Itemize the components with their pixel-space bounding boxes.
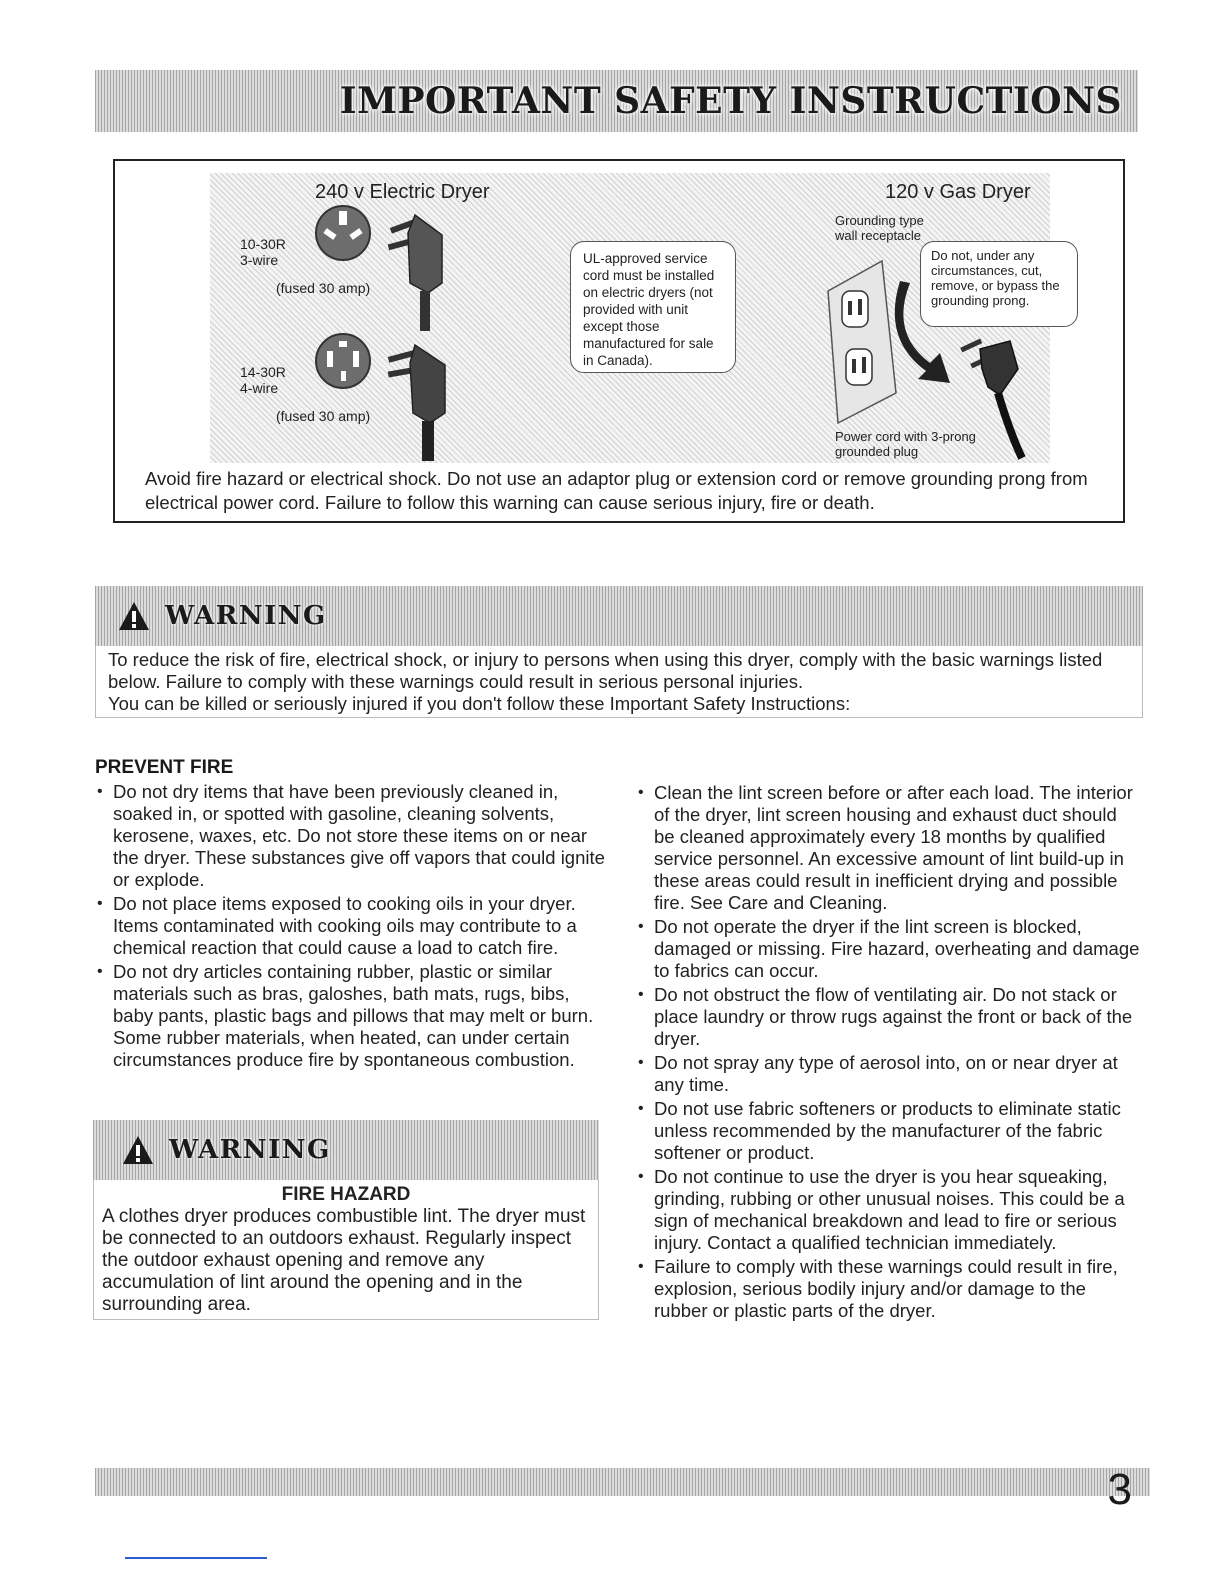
plug2-wire: 4-wire (240, 380, 279, 396)
cord-warning-text: Avoid fire hazard or electrical shock. Do not use an adaptor plug or extension cord or remove grounding prong from electrical power cord. Failure to follow this warning can cause serious injury, fire or death. (145, 468, 1088, 513)
main-warning-banner (95, 586, 1143, 646)
plug-diagram (210, 173, 1060, 463)
list-item: • Do not spray any type of aerosol into, on or near dryer at any time. (636, 1052, 1142, 1096)
right-warnings-list (636, 782, 1142, 1322)
fire-warning-label: WARNING (169, 1135, 331, 1165)
gas-dryer-title: 120 v Gas Dryer (885, 181, 1031, 203)
fire-warning-body (93, 1180, 599, 1320)
fire-warning-banner (93, 1120, 599, 1180)
receptacle-label: Grounding type wall receptacle (835, 213, 924, 243)
list-item: • Clean the lint screen before or after each load. The interior of the dryer, lint screen housing and exhaust duct should be cleaned approximately every 18 months by qualified service personnel. An excessive amount of lint build-up in these areas could result in inefficient drying and possible fire. See Care and Cleaning. (636, 782, 1142, 914)
plug1-type: 10-30R (240, 236, 286, 252)
wall-receptacle-icon (828, 261, 896, 423)
warning-triangle-icon (121, 1134, 155, 1166)
prevent-fire-list (95, 781, 605, 1071)
fire-hazard-heading: FIRE HAZARD (281, 1184, 411, 1205)
electric-dryer-title: 240 v Electric Dryer (315, 181, 490, 203)
bottom-accent-line (125, 1557, 267, 1559)
right-warnings-section (636, 782, 1142, 1324)
fire-hazard-text: A clothes dryer produces combustible lint. The dryer must be connected to an outdoors exhaust. Regularly inspect the outdoor exhaust opening and remove any accumulation of lint around the opening and in the surrounding area. (102, 1206, 586, 1315)
warning-label: WARNING (165, 601, 327, 631)
list-item: • Do not continue to use the dryer is you hear squeaking, grinding, rubbing or other unusual noises. This could be a sign of mechanical breakdown and lead to fire or serious injury. Contact a qualified technician immediately. (636, 1166, 1142, 1254)
grounding-prong-callout: Do not, under any circumstances, cut, remove, or bypass the grounding prong. (920, 241, 1078, 327)
list-item: • Failure to comply with these warnings could result in fire, explosion, serious bodily injury and/or damage to the rubber or plastic parts of the dryer. (636, 1256, 1142, 1322)
prevent-fire-heading: PREVENT FIRE (95, 757, 234, 778)
list-item: • Do not obstruct the flow of ventilating air. Do not stack or place laundry or throw rugs against the front or back of the dryer. (636, 984, 1142, 1050)
list-item: • Do not dry items that have been previously cleaned in, soaked in, or spotted with gasoline, cleaning solvents, kerosene, waxes, etc. Do not store these items on or near the dryer. These substances give off vapors that could ignite or explode. (95, 781, 605, 891)
4-prong-dryer-plug-icon (388, 345, 445, 461)
power-cord-diagram-box (113, 159, 1125, 523)
warning-triangle-icon (117, 600, 151, 632)
main-warning-line1: To reduce the risk of fire, electrical shock, or injury to persons when using this dryer, comply with the basic warnings listed below. Failure to comply with these warnings could result in serious personal injuries. (108, 649, 1103, 692)
list-item: • Do not operate the dryer if the lint screen is blocked, damaged or missing. Fire hazard, overheating and damage to fabrics can occur. (636, 916, 1142, 982)
footer-bar (95, 1468, 1150, 1496)
page-number: 3 (1107, 1465, 1132, 1514)
14-30r-receptacle-icon (316, 334, 370, 388)
3-prong-dryer-plug-icon (388, 215, 442, 331)
prevent-fire-section (95, 757, 605, 1073)
list-item: • Do not place items exposed to cooking oils in your dryer. Items contaminated with cooking oils may contribute to a chemical reaction that could cause a load to catch fire. (95, 893, 605, 959)
10-30r-receptacle-icon (316, 206, 370, 260)
main-warning-body (95, 646, 1143, 718)
main-warning-line2: You can be killed or seriously injured if you don't follow these Important Safety Instructions: (108, 693, 851, 714)
page-title: IMPORTANT SAFETY INSTRUCTIONS (339, 80, 1122, 122)
plug2-type: 14-30R (240, 364, 286, 380)
title-banner (95, 70, 1138, 132)
plug1-wire: 3-wire (240, 252, 279, 268)
ul-service-cord-callout: UL-approved service cord must be installed on electric dryers (not provided with unit except those manufactured for sale in Canada). (570, 241, 736, 373)
plug1-fuse: (fused 30 amp) (276, 280, 371, 296)
list-item: • Do not dry articles containing rubber, plastic or similar materials such as bras, galoshes, bath mats, rugs, bibs, baby pants, plastic bags and pillows that may melt or burn. Some rubber materials, when heated, can under certain circumstances produce fire by spontaneous combustion. (95, 961, 605, 1071)
list-item: • Do not use fabric softeners or products to eliminate static unless recommended by the manufacturer of the fabric softener or product. (636, 1098, 1142, 1164)
plug2-fuse: (fused 30 amp) (276, 408, 371, 424)
power-cord-label: Power cord with 3-prong grounded plug (835, 429, 976, 459)
